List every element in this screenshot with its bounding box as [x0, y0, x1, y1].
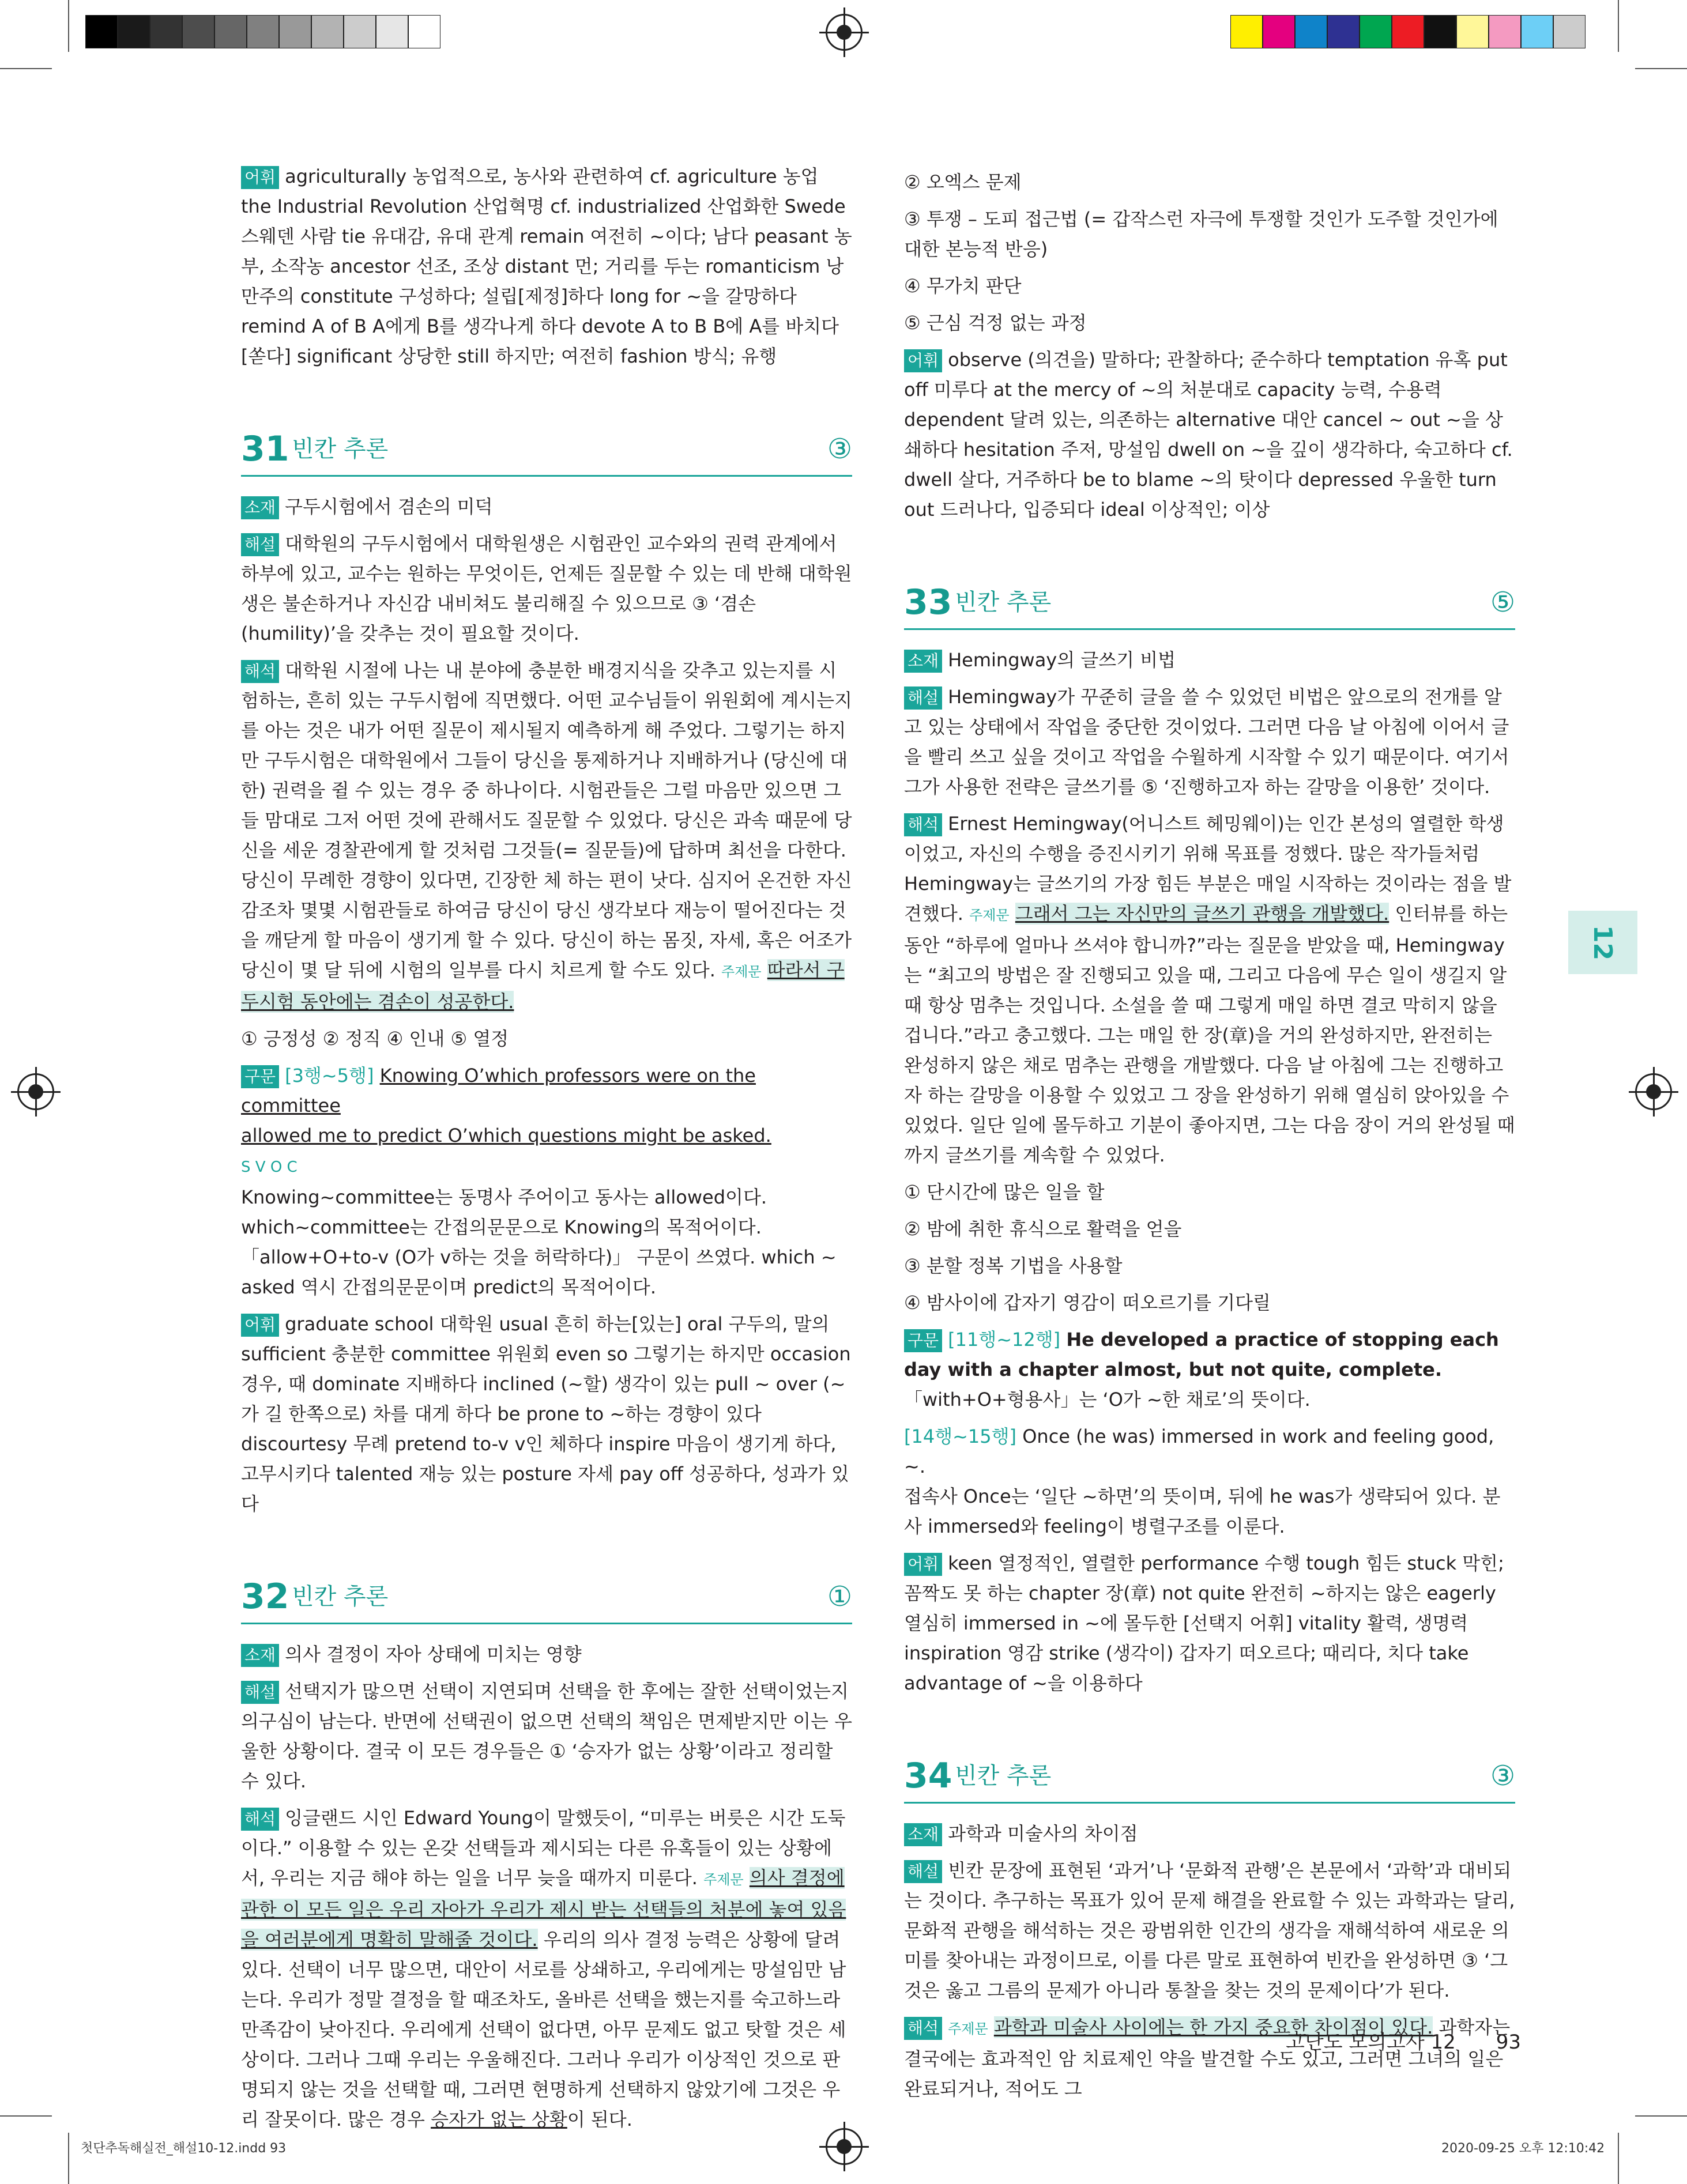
- haeseok-text: Ernest Hemingway(어니스트 헤밍웨이)는 인간 본성의 열렬한 학생이었고, 자신의 수행을 증진시키기 위해 목표를 정했다. 많은 작가들처럼 Hemingway는 글쓰기의 가장 힘든 부분은 매일 시작하는 것이라는 점을 발견했다.: [904, 813, 1512, 925]
- registration-mark-right: [1635, 1073, 1672, 1110]
- color-swatch: [1392, 15, 1424, 48]
- answer-mark: ③: [1490, 1760, 1515, 1792]
- color-swatch: [1327, 15, 1360, 48]
- gumun-sentence: allowed me to predict O’which questions might be asked.: [241, 1125, 771, 1146]
- question-header-33: [904, 576, 1515, 630]
- sojae-label: 소재: [241, 1644, 279, 1667]
- question-header-34: [904, 1750, 1515, 1804]
- topic-sentence: 따라서 구두시험 동안에는 겸손이 성공한다.: [241, 959, 845, 1013]
- gumun-sentence: Once (he was) immersed in work and feeling good, ~.: [904, 1425, 1494, 1477]
- haeseok-para: [241, 655, 852, 1017]
- haeseok-label: 해석: [241, 660, 279, 683]
- gumun-sentence: He developed a practice of stopping each day with a chapter almost, but not quite, complete.: [904, 1329, 1499, 1380]
- sojae-text: Hemingway의 글쓰기 비법: [948, 649, 1176, 671]
- page-number: 93: [1496, 2031, 1522, 2054]
- color-swatch: [1489, 15, 1521, 48]
- haeseol-para: [241, 1676, 852, 1796]
- haeseok-text: 우리의 의사 결정 능력은 상황에 달려있다. 선택이 너무 많으면, 대안이 서로를 상쇄하고, 우리에게는 망설임만 남는다. 우리가 정말 결정을 할 때조차도, 올바른 선택을 했는지를 숙고하느라 만족감이 낮아진다. 우리에게 선택이 없다면, 아무 문제도 없고 탓할 것은 세상이다. 그러나 그때 우리는 우울해진다. 그러나 우리가 이상적인 것으로 판명되지 않는 것을 선택할 때, 그러면 현명하게 선택하지 않았기에 그것은 우리 잘못이다. 많은 경우: [241, 1929, 846, 2130]
- haeseol-text: Hemingway가 꾸준히 글을 쓸 수 있었던 비법은 앞으로의 전개를 알고 있는 상태에서 작업을 중단한 것이었다. 그러면 다음 날 아침에 이어서 글을 빨리 쓰고 싶을 것이고 작업을 수월하게 시작할 수 있기 때문이다. 여기서 그가 사용한 전략은 글쓰기를 ⑤ ‘진행하고자 하는 갈망을 이용한’ 것이다.: [904, 686, 1509, 798]
- trim-mark: [0, 68, 52, 69]
- gumun-ref: [14행~15행]: [904, 1425, 1017, 1447]
- color-swatch: [118, 15, 150, 48]
- vocab-label: 어휘: [241, 1314, 279, 1337]
- sojae-line: [904, 1819, 1515, 1849]
- gumun-ref: [11행~12행]: [948, 1329, 1061, 1351]
- slug-timestamp: 2020-09-25 오후 12:10:42: [1441, 2141, 1605, 2156]
- sojae-text: 과학과 미술사의 차이점: [948, 1823, 1138, 1844]
- color-swatch: [279, 15, 311, 48]
- option-item: ③ 투쟁 – 도피 접근법 (= 갑작스런 자극에 투쟁할 것인가 도주할 것인가에 대한 본능적 반응): [904, 208, 1498, 260]
- option-item: ④ 밤사이에 갑자기 영감이 떠오르기를 기다릴: [904, 1292, 1271, 1314]
- color-swatch: [85, 15, 118, 48]
- option-item: ① 단시간에 많은 일을 할: [904, 1181, 1105, 1203]
- vocab-block: [904, 1548, 1515, 1698]
- right-column: [904, 167, 1515, 2111]
- vocab-label: 어휘: [241, 166, 279, 189]
- option-item: ② 오엑스 문제: [904, 171, 1022, 193]
- topic-sentence: 그래서 그는 자신만의 글쓰기 관행을 개발했다.: [1015, 903, 1389, 925]
- topic-tag: 주제문: [703, 1872, 744, 1888]
- haeseol-label: 해설: [904, 686, 942, 710]
- topic-sentence: 과학과 미술사 사이에는 한 가지 중요한 차이점이 있다.: [993, 2016, 1433, 2038]
- haeseok-text: 인터뷰를 하는 동안 “하루에 얼마나 쓰셔야 합니까?”라는 질문을 받았을 때, Hemingway는 “최고의 방법은 잘 진행되고 있을 때, 그리고 다음에 무슨 일이 생길지 알 때 항상 멈추는 것입니다. 소설을 쓸 때 그렇게 매일 하면 결코 막히지 않을 겁니다.”라고 충고했다. 그는 매일 한 장(章)을 거의 완성하지만, 완전히는 완성하지 않은 채로 멈추는 관행을 개발했다. 다음 날 아침에 그는 진행하고자 하는 갈망을 이용할 수 있었고 그 장을 완성하기 위해 열심히 앉아있을 수 있었다. 일단 일에 몰두하고 기분이 좋아지면, 그는 다음 장이 거의 완성될 때까지 글쓰기를 계속할 수 있었다.: [904, 903, 1515, 1166]
- vocab-text: agriculturally 농업적으로, 농사와 관련하여 cf. agriculture 농업 the Industrial Revolution 산업혁명 cf. industrialized 산업화한 Swede 스웨덴 사람 tie 유대감, 유대 관계 remain 여전히 ~이다; 남다 peasant 농부, 소작농 ancestor 선조, 조상 distant 먼; 거리를 두는 romanticism 낭만주의 constitute 구성하다; 설립[제정]하다 long for ~을 갈망하다 remind A of B A에게 B를 생각나게 하다 devote A to B B에 A를 바치다[쏟다] significant 상당한 still 하지만; 여전히 fashion 방식; 유행: [241, 165, 852, 367]
- option-item: ③ 분할 정복 기법을 사용할: [904, 1255, 1123, 1277]
- gumun-sentence: Knowing O’which professors were on the committee: [241, 1065, 756, 1116]
- trim-mark: [1635, 2115, 1687, 2117]
- trim-mark: [1618, 2133, 1619, 2184]
- gumun-para: [241, 1061, 852, 1302]
- grammar-marks: S V O C: [241, 1159, 298, 1176]
- haeseol-text: 빈칸 문장에 표현된 ‘과거’나 ‘문화적 관행’은 본문에서 ‘과학’과 대비되는 것이다. 추구하는 목표가 있어 문제 해결을 완료할 수 있는 과학과는 달리, 문화적 관행을 해석하는 것은 광범위한 인간의 생각을 재해석하여 새로운 의미를 찾아내는 과정이므로, 이를 다른 말로 표현하여 빈칸을 완성하면 ③ ‘그것은 옳고 그름의 문제가 아니라 통찰을 찾는 것의 문제이다’가 된다.: [904, 1859, 1515, 2001]
- gumun-label: 구문: [241, 1065, 279, 1088]
- gumun-ref: [3행~5행]: [285, 1065, 374, 1087]
- haeseok-label: 해석: [241, 1808, 279, 1831]
- vocab-block: [904, 345, 1515, 525]
- color-swatch: [311, 15, 344, 48]
- trim-mark: [68, 2133, 69, 2184]
- topic-sentence: 의사 결정에 관한 이 모든 일은 우리 자아가 우리가 제시 받는 선택들의 처분에 놓여 있음을 여러분에게 명확히 말해줄 것이다.: [241, 1867, 846, 1951]
- option-item: ④ 무가치 판단: [904, 275, 1022, 297]
- vocab-block: [241, 1309, 852, 1519]
- gumun-label: 구문: [904, 1329, 942, 1352]
- left-column: [241, 161, 852, 2141]
- registration-mark-left: [17, 1073, 54, 1110]
- vocab-text: keen 열정적인, 열렬한 performance 수행 tough 힘든 stuck 막힌; 꼼짝도 못 하는 chapter 장(章) not quite 완전히 ~하지는 않은 eagerly 열심히 immersed in ~에 몰두한 [선택지 어휘] vitality 활력, 생명력 inspiration 영감 strike (생각이) 갑자기 떠오르다; 때리다, 치다 take advantage of ~을 이용하다: [904, 1552, 1504, 1694]
- color-swatch: [376, 15, 408, 48]
- sojae-label: 소재: [904, 650, 942, 673]
- topic-tag: 주제문: [969, 907, 1010, 923]
- haeseol-para: [241, 529, 852, 648]
- haeseok-text: 잉글랜드 시인 Edward Young이 말했듯이, “미루는 버릇은 시간 도둑이다.” 이용할 수 있는 온갖 선택들과 제시되는 다른 유혹들이 있는 상황에서, 우리는 지금 해야 하는 일을 너무 늦을 때까지 미룬다.: [241, 1807, 846, 1889]
- trim-mark: [0, 2115, 52, 2117]
- color-swatch: [1263, 15, 1295, 48]
- question-number: 31: [241, 429, 289, 469]
- sojae-text: 구두시험에서 겸손의 미덕: [285, 496, 493, 518]
- page-footer: [1286, 2026, 1521, 2054]
- question-header-32: [241, 1571, 852, 1624]
- option-item: ② 밤에 취한 휴식으로 활력을 얻을: [904, 1218, 1182, 1240]
- question-header-31: [241, 423, 852, 477]
- answer-mark: ③: [827, 433, 852, 465]
- color-swatch: [1424, 15, 1456, 48]
- vocab-text: observe (의견을) 말하다; 관찰하다; 준수하다 temptation 유혹 put off 미루다 at the mercy of ~의 처분대로 capacity 능력, 수용력 dependent 달려 있는, 의존하는 alternative 대안 cancel ~ out ~을 상쇄하다 hesitation 주저, 망설임 dwell on ~을 깊이 생각하다, 숙고하다 cf. dwell 살다, 거주하다 be to blame ~의 탓이다 depressed 우울한 turn out 드러나다, 입증되다 ideal 이상적인; 이상: [904, 349, 1513, 520]
- question-title: 빈칸 추론: [955, 1763, 1052, 1789]
- sojae-label: 소재: [241, 496, 279, 519]
- vocab-block: [241, 161, 852, 371]
- unit-tab: [1568, 911, 1637, 974]
- trim-mark: [68, 0, 69, 52]
- color-swatch: [1521, 15, 1553, 48]
- answer-mark: ⑤: [1490, 586, 1515, 618]
- vocab-label: 어휘: [904, 1553, 942, 1576]
- options-line: ① 긍정성 ② 정직 ④ 인내 ⑤ 열정: [241, 1028, 509, 1050]
- vocab-label: 어휘: [904, 349, 942, 372]
- haeseok-para: [241, 1803, 852, 2134]
- haeseol-para: [904, 682, 1515, 802]
- answer-phrase: 승자가 없는 상황: [431, 2108, 567, 2130]
- haeseol-text: 선택지가 많으면 선택이 지연되며 선택을 한 후에는 잘한 선택이었는지 의구심이 남는다. 반면에 선택권이 없으면 선택의 책임은 면제받지만 이는 우울한 상황이다. 결국 이 모든 경우들은 ① ‘승자가 없는 상황’이라고 정리할 수 있다.: [241, 1680, 852, 1792]
- haeseol-label: 해설: [241, 1681, 279, 1704]
- answer-mark: ①: [827, 1581, 852, 1613]
- color-swatch: [1230, 15, 1263, 48]
- question-number: 33: [904, 582, 952, 623]
- gumun-para: [904, 1421, 1515, 1541]
- color-swatch: [1295, 15, 1327, 48]
- haeseok-label: 해석: [904, 2017, 942, 2040]
- gumun-para: [904, 1325, 1515, 1414]
- gumun-note: 접속사 Once는 ‘일단 ~하면’의 뜻이며, 뒤에 he was가 생략되어 있다. 분사 immersed와 feeling이 병렬구조를 이룬다.: [904, 1485, 1501, 1537]
- color-swatch: [1360, 15, 1392, 48]
- gumun-note: 「with+O+형용사」는 ‘O가 ~한 채로’의 뜻이다.: [904, 1389, 1311, 1410]
- haeseok-text: 대학원 시절에 나는 내 분야에 충분한 배경지식을 갖추고 있는지를 시험하는, 흔히 있는 구두시험에 직면했다. 어떤 교수님들이 위원회에 계시는지를 아는 것은 내가 어떤 질문이 제시될지 예측하게 해 주었다. 그렇기는 하지만 구두시험은 대학원에서 그들이 당신을 통제하거나 지배하거나 (당신에 대한) 권력을 쥘 수 있는 경우 중 하나이다. 시험관들은 그럴 마음만 있으면 그들 맘대로 그저 어떤 것에 관해서도 질문할 수 있었다. 당신은 과속 때문에 당신을 세운 경찰관에게 할 것처럼 그것들(= 질문들)에 답하며 최선을 다한다. 당신이 무례한 경향이 있다면, 긴장한 체 하는 편이 낫다. 심지어 온건한 자신감조차 몇몇 시험관들로 하여금 당신이 당신 생각보다 재능이 떨어진다는 것을 깨닫게 할 마음이 생기게 할 수 있다. 당신이 하는 몸짓, 자세, 혹은 어조가 당신이 몇 달 뒤에 시험의 일부를 다시 치르게 할 수도 있다.: [241, 659, 852, 981]
- haeseok-label: 해석: [904, 813, 942, 836]
- question-number: 34: [904, 1756, 952, 1796]
- trim-mark: [1635, 68, 1687, 69]
- unit-tab-label: 12: [1588, 925, 1618, 960]
- grayscale-colorbar: [85, 15, 440, 50]
- topic-tag: 주제문: [721, 964, 762, 980]
- question-title: 빈칸 추론: [292, 1583, 389, 1610]
- option-item: ⑤ 근심 걱정 없는 과정: [904, 312, 1087, 334]
- color-swatch: [182, 15, 214, 48]
- color-swatch: [408, 15, 440, 48]
- color-swatch: [247, 15, 279, 48]
- registration-mark-top: [826, 14, 863, 51]
- sojae-text: 의사 결정이 자아 상태에 미치는 영향: [285, 1643, 582, 1665]
- question-number: 32: [241, 1576, 289, 1617]
- haeseol-label: 해설: [241, 533, 279, 556]
- sojae-label: 소재: [904, 1823, 942, 1846]
- slug-filename: 첫단추독해실전_해설10-12.indd 93: [81, 2141, 287, 2156]
- haeseok-text: 이 된다.: [567, 2108, 632, 2130]
- haeseok-text: 과학자는 결국에는 효과적인 암 치료제인 약을 발견할 수도 있고, 그러면 그녀의 일은 완료되거나, 적어도 그: [904, 2016, 1511, 2100]
- haeseol-text: 대학원의 구두시험에서 대학원생은 시험관인 교수와의 권력 관계에서 하부에 있고, 교수는 원하는 무엇이든, 언제든 질문할 수 있는 데 반해 대학원생은 불손하거나 자신감 내비쳐도 불리해질 수 있으므로 ③ ‘겸손(humility)’을 갖추는 것이 필요할 것이다.: [241, 533, 852, 644]
- color-swatch: [150, 15, 182, 48]
- question-title: 빈칸 추론: [955, 589, 1052, 616]
- gumun-note: Knowing~committee는 동명사 주어이고 동사는 allowed이다. which~committee는 간접의문문으로 Knowing의 목적어이다. 「allow+O+to-v (O가 v하는 것을 허락하다)」 구문이 쓰였다. which ~ asked 역시 간접의문문이며 predict의 목적어이다.: [241, 1186, 837, 1298]
- sojae-line: [241, 1639, 852, 1669]
- haeseok-para: [904, 809, 1515, 1170]
- topic-tag: 주제문: [948, 2021, 988, 2037]
- color-swatch: [1553, 15, 1586, 48]
- color-swatch: [344, 15, 376, 48]
- footer-title: 고난도 모의고사 12: [1286, 2031, 1456, 2054]
- color-swatch: [214, 15, 247, 48]
- process-colorbar: [1230, 15, 1586, 50]
- trim-mark: [1618, 0, 1619, 52]
- color-swatch: [1456, 15, 1489, 48]
- sojae-line: [904, 645, 1515, 675]
- haeseol-label: 해설: [904, 1860, 942, 1883]
- question-title: 빈칸 추론: [292, 436, 389, 462]
- vocab-text: graduate school 대학원 usual 흔히 하는[있는] oral 구두의, 말의 sufficient 충분한 committee 위원회 even so 그렇기는 하지만 occasion 경우, 때 dominate 지배하다 inclined (~할) 생각이 있는 pull ~ over (~가 길 한쪽으로) 차를 대게 하다 be prone to ~하는 경향이 있다 discourtesy 무례 pretend to-v v인 체하다 inspire 마음이 생기게 하다, 고무시키다 talented 재능 있는 posture 자세 pay off 성공하다, 성과가 있다: [241, 1313, 851, 1515]
- haeseol-para: [904, 1855, 1515, 2005]
- sojae-line: [241, 492, 852, 522]
